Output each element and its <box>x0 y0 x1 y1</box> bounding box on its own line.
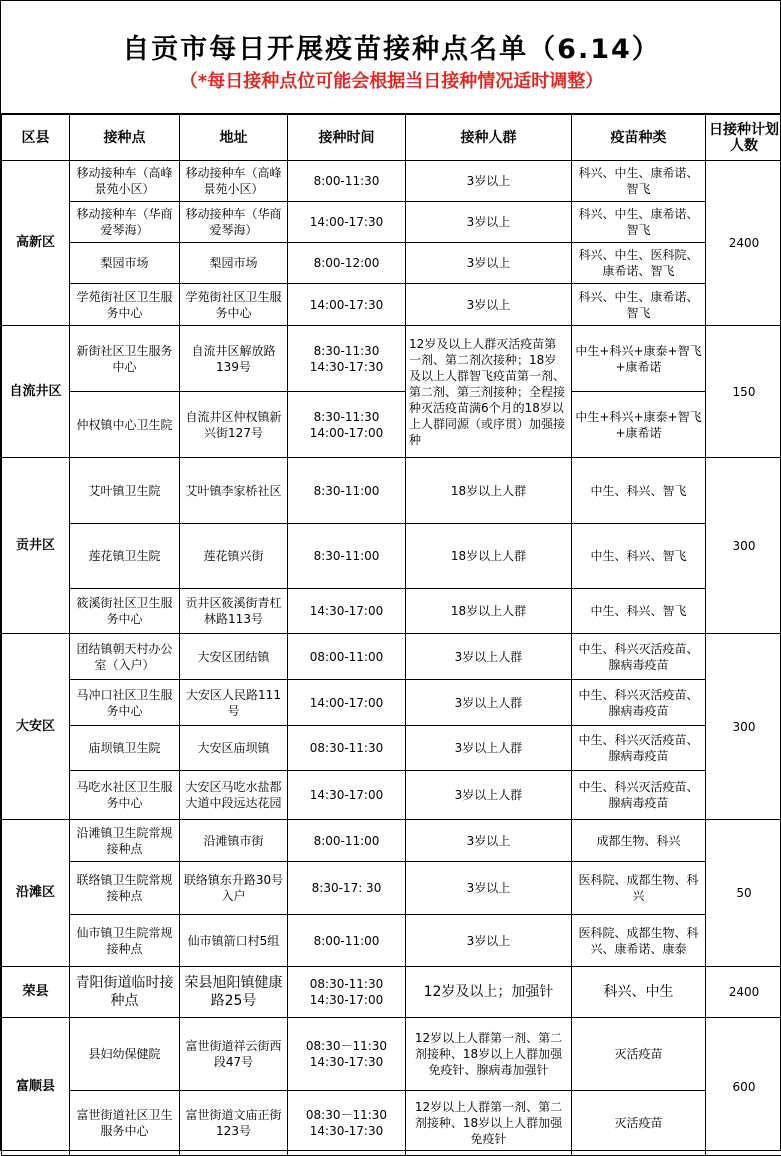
vaccine-types: 科兴、中生、康希诺、智飞 <box>572 161 706 202</box>
target-group: 3岁以上 <box>406 284 572 326</box>
daily-plan: 600 <box>706 1018 781 1156</box>
table-row <box>2 915 781 967</box>
vaccine-types: 科兴、中生 <box>572 967 706 1018</box>
site-name: 富世街道社区卫生服务中心 <box>70 1091 180 1156</box>
vaccine-types: 中生、科兴灭活疫苗、腺病毒疫苗 <box>572 771 706 820</box>
site-time: 08:00-11:00 <box>288 634 406 680</box>
vaccine-types: 中生、科兴灭活疫苗、腺病毒疫苗 <box>572 680 706 726</box>
target-group: 3岁以上人群 <box>406 726 572 771</box>
site-name: 筱溪街社区卫生服务中心 <box>70 589 180 634</box>
vaccine-types: 中生、科兴灭活疫苗、腺病毒疫苗 <box>572 634 706 680</box>
site-address: 艾叶镇李家桥社区 <box>180 458 288 524</box>
site-name: 青阳街道临时接种点 <box>70 967 180 1018</box>
target-group: 12岁以上人群第一剂、第二剂接种、18岁以上人群加强免疫针 <box>406 1091 572 1156</box>
vaccination-sites-table <box>1 114 781 1156</box>
vaccine-types: 灭活疫苗 <box>572 1018 706 1091</box>
site-name: 莲花镇卫生院 <box>70 524 180 589</box>
vaccine-types: 科兴、中生、康希诺、智飞 <box>572 284 706 326</box>
site-time: 8:00-11:30 <box>288 161 406 202</box>
vaccine-types: 医科院、成都生物、科兴 <box>572 862 706 915</box>
site-name: 梨园市场 <box>70 243 180 284</box>
title-block <box>1 1 781 114</box>
target-group: 12岁以上人群第一剂、第二剂接种、18岁以上人群加强免疫针、腺病毒加强针 <box>406 1018 572 1091</box>
site-time: 8:30-17: 30 <box>288 862 406 915</box>
site-address: 贡井区筱溪街青杠林路113号 <box>180 589 288 634</box>
site-address: 梨园市场 <box>180 243 288 284</box>
site-name: 新街社区卫生服务中心 <box>70 326 180 392</box>
site-name: 移动接种车（高峰景苑小区） <box>70 161 180 202</box>
site-address: 自流井区解放路139号 <box>180 326 288 392</box>
table-row <box>2 161 781 202</box>
page-subtitle: （*每日接种点位可能会根据当日接种情况适时调整） <box>1 67 781 93</box>
site-address: 联络镇东升路30号入户 <box>180 862 288 915</box>
table-row <box>2 680 781 726</box>
daily-plan: 300 <box>706 458 781 634</box>
site-time <box>288 967 406 1018</box>
site-time <box>288 1091 406 1156</box>
vaccine-types: 科兴、中生、医科院、康希诺、智飞 <box>572 243 706 284</box>
site-time: 14:00-17:00 <box>288 680 406 726</box>
district-name: 自流井区 <box>2 326 70 458</box>
vaccine-types: 中生、科兴、智飞 <box>572 458 706 524</box>
site-name: 团结镇朝天村办公室（入户） <box>70 634 180 680</box>
site-time: 14:00-17:30 <box>288 284 406 326</box>
site-name: 艾叶镇卫生院 <box>70 458 180 524</box>
table-row <box>2 202 781 243</box>
table-row <box>2 820 781 862</box>
time-afternoon: 14:30-17:30 <box>291 359 402 375</box>
site-name: 联络镇卫生院常规接种点 <box>70 862 180 915</box>
table-row <box>2 392 781 458</box>
site-time <box>288 326 406 392</box>
daily-plan: 50 <box>706 820 781 967</box>
vaccine-types: 成都生物、科兴 <box>572 820 706 862</box>
daily-plan: 2400 <box>706 161 781 326</box>
site-name: 学苑街社区卫生服务中心 <box>70 284 180 326</box>
site-time <box>288 1018 406 1091</box>
header-vaccine: 疫苗种类 <box>572 115 706 161</box>
site-name: 庙坝镇卫生院 <box>70 726 180 771</box>
district-name: 贡井区 <box>2 458 70 634</box>
site-address: 荣县旭阳镇健康路25号 <box>180 967 288 1018</box>
table-row <box>2 284 781 326</box>
table-row <box>2 862 781 915</box>
target-group: 3岁以上 <box>406 202 572 243</box>
site-name: 县妇幼保健院 <box>70 1018 180 1091</box>
target-group: 3岁以上人群 <box>406 771 572 820</box>
vaccine-types: 中生+科兴+康泰+智飞+康希诺 <box>572 392 706 458</box>
target-group: 3岁以上人群 <box>406 680 572 726</box>
site-address: 移动接种车（华商爱琴海） <box>180 202 288 243</box>
target-group: 3岁以上人群 <box>406 634 572 680</box>
site-name: 沿滩镇卫生院常规接种点 <box>70 820 180 862</box>
vaccine-types: 中生、科兴、智飞 <box>572 524 706 589</box>
time-morning: 08:30－11:30 <box>291 1107 402 1123</box>
time-morning: 8:30-11:30 <box>291 409 402 425</box>
target-group: 18岁以上人群 <box>406 524 572 589</box>
table-row <box>2 634 781 680</box>
site-time: 08:30-11:30 <box>288 726 406 771</box>
district-name: 荣县 <box>2 967 70 1018</box>
site-time: 8:00-11:00 <box>288 915 406 967</box>
time-morning: 08:30-11:30 <box>291 976 402 992</box>
vaccine-types: 灭活疫苗 <box>572 1091 706 1156</box>
target-group: 12岁及以上；加强针 <box>406 967 572 1018</box>
table-row <box>2 458 781 524</box>
header-time: 接种时间 <box>288 115 406 161</box>
site-time: 8:30-11:00 <box>288 524 406 589</box>
vaccine-types: 科兴、中生、康希诺、智飞 <box>572 202 706 243</box>
site-address: 沿滩镇市街 <box>180 820 288 862</box>
header-group: 接种人群 <box>406 115 572 161</box>
site-time: 14:30-17:00 <box>288 771 406 820</box>
table-row <box>2 967 781 1018</box>
site-address: 大安区马吃水盐都大道中段远达花园 <box>180 771 288 820</box>
table-row <box>2 243 781 284</box>
time-morning: 08:30－11:30 <box>291 1038 402 1054</box>
table-row <box>2 1091 781 1156</box>
time-afternoon: 14:30-17:00 <box>291 992 402 1008</box>
table-row <box>2 326 781 392</box>
site-address: 大安区团结镇 <box>180 634 288 680</box>
table-row <box>2 524 781 589</box>
site-address: 大安区庙坝镇 <box>180 726 288 771</box>
district-name: 高新区 <box>2 161 70 326</box>
daily-plan: 300 <box>706 634 781 820</box>
site-name: 马吃水社区卫生服务中心 <box>70 771 180 820</box>
vaccine-types: 中生+科兴+康泰+智飞+康希诺 <box>572 326 706 392</box>
site-name: 马冲口社区卫生服务中心 <box>70 680 180 726</box>
table-row <box>2 726 781 771</box>
time-morning: 8:30-11:30 <box>291 343 402 359</box>
site-name: 仲权镇中心卫生院 <box>70 392 180 458</box>
vaccine-types: 中生、科兴灭活疫苗、腺病毒疫苗 <box>572 726 706 771</box>
table-row <box>2 771 781 820</box>
target-group: 3岁以上 <box>406 161 572 202</box>
table-row <box>2 1018 781 1091</box>
site-time: 8:00-12:00 <box>288 243 406 284</box>
vaccine-types: 医科院、成都生物、科兴、康希诺、康泰 <box>572 915 706 967</box>
time-afternoon: 14:30-17:30 <box>291 1123 402 1139</box>
site-address: 富世街道文庙正街123号 <box>180 1091 288 1156</box>
time-afternoon: 14:00-17:00 <box>291 425 402 441</box>
target-group: 18岁以上人群 <box>406 458 572 524</box>
header-address: 地址 <box>180 115 288 161</box>
site-time: 8:30-11:00 <box>288 458 406 524</box>
time-afternoon: 14:30-17:30 <box>291 1054 402 1070</box>
site-name: 移动接种车（华商爱琴海） <box>70 202 180 243</box>
site-time: 8:00-11:00 <box>288 820 406 862</box>
site-time <box>288 392 406 458</box>
header-plan: 日接种计划人数 <box>706 115 781 161</box>
target-group: 3岁以上 <box>406 862 572 915</box>
site-address: 学苑街社区卫生服务中心 <box>180 284 288 326</box>
header-row <box>2 115 781 161</box>
site-address: 富世街道祥云街西段47号 <box>180 1018 288 1091</box>
site-address: 移动接种车（高峰景苑小区） <box>180 161 288 202</box>
site-name: 仙市镇卫生院常规接种点 <box>70 915 180 967</box>
site-address: 大安区人民路111号 <box>180 680 288 726</box>
daily-plan: 150 <box>706 326 781 458</box>
target-group: 3岁以上 <box>406 915 572 967</box>
district-name: 大安区 <box>2 634 70 820</box>
target-group: 3岁以上 <box>406 820 572 862</box>
district-name: 沿滩区 <box>2 820 70 967</box>
header-site: 接种点 <box>70 115 180 161</box>
site-address: 自流井区仲权镇新兴街127号 <box>180 392 288 458</box>
table-row <box>2 589 781 634</box>
target-group: 3岁以上 <box>406 243 572 284</box>
site-time: 14:30-17:00 <box>288 589 406 634</box>
target-group: 12岁及以上人群灭活疫苗第一剂、第二剂次接种；18岁及以上人群智飞疫苗第一剂、第二剂、第三剂接种；全程接种灭活疫苗满6个月的18岁以上人群同源（或序贯）加强接种 <box>406 326 572 458</box>
daily-plan: 2400 <box>706 967 781 1018</box>
vaccine-types: 中生、科兴、智飞 <box>572 589 706 634</box>
header-district: 区县 <box>2 115 70 161</box>
site-time: 14:00-17:30 <box>288 202 406 243</box>
district-name: 富顺县 <box>2 1018 70 1156</box>
site-address: 莲花镇兴街 <box>180 524 288 589</box>
target-group: 18岁以上人群 <box>406 589 572 634</box>
site-address: 仙市镇箭口村5组 <box>180 915 288 967</box>
page-title: 自贡市每日开展疫苗接种点名单（6.14） <box>1 27 781 66</box>
